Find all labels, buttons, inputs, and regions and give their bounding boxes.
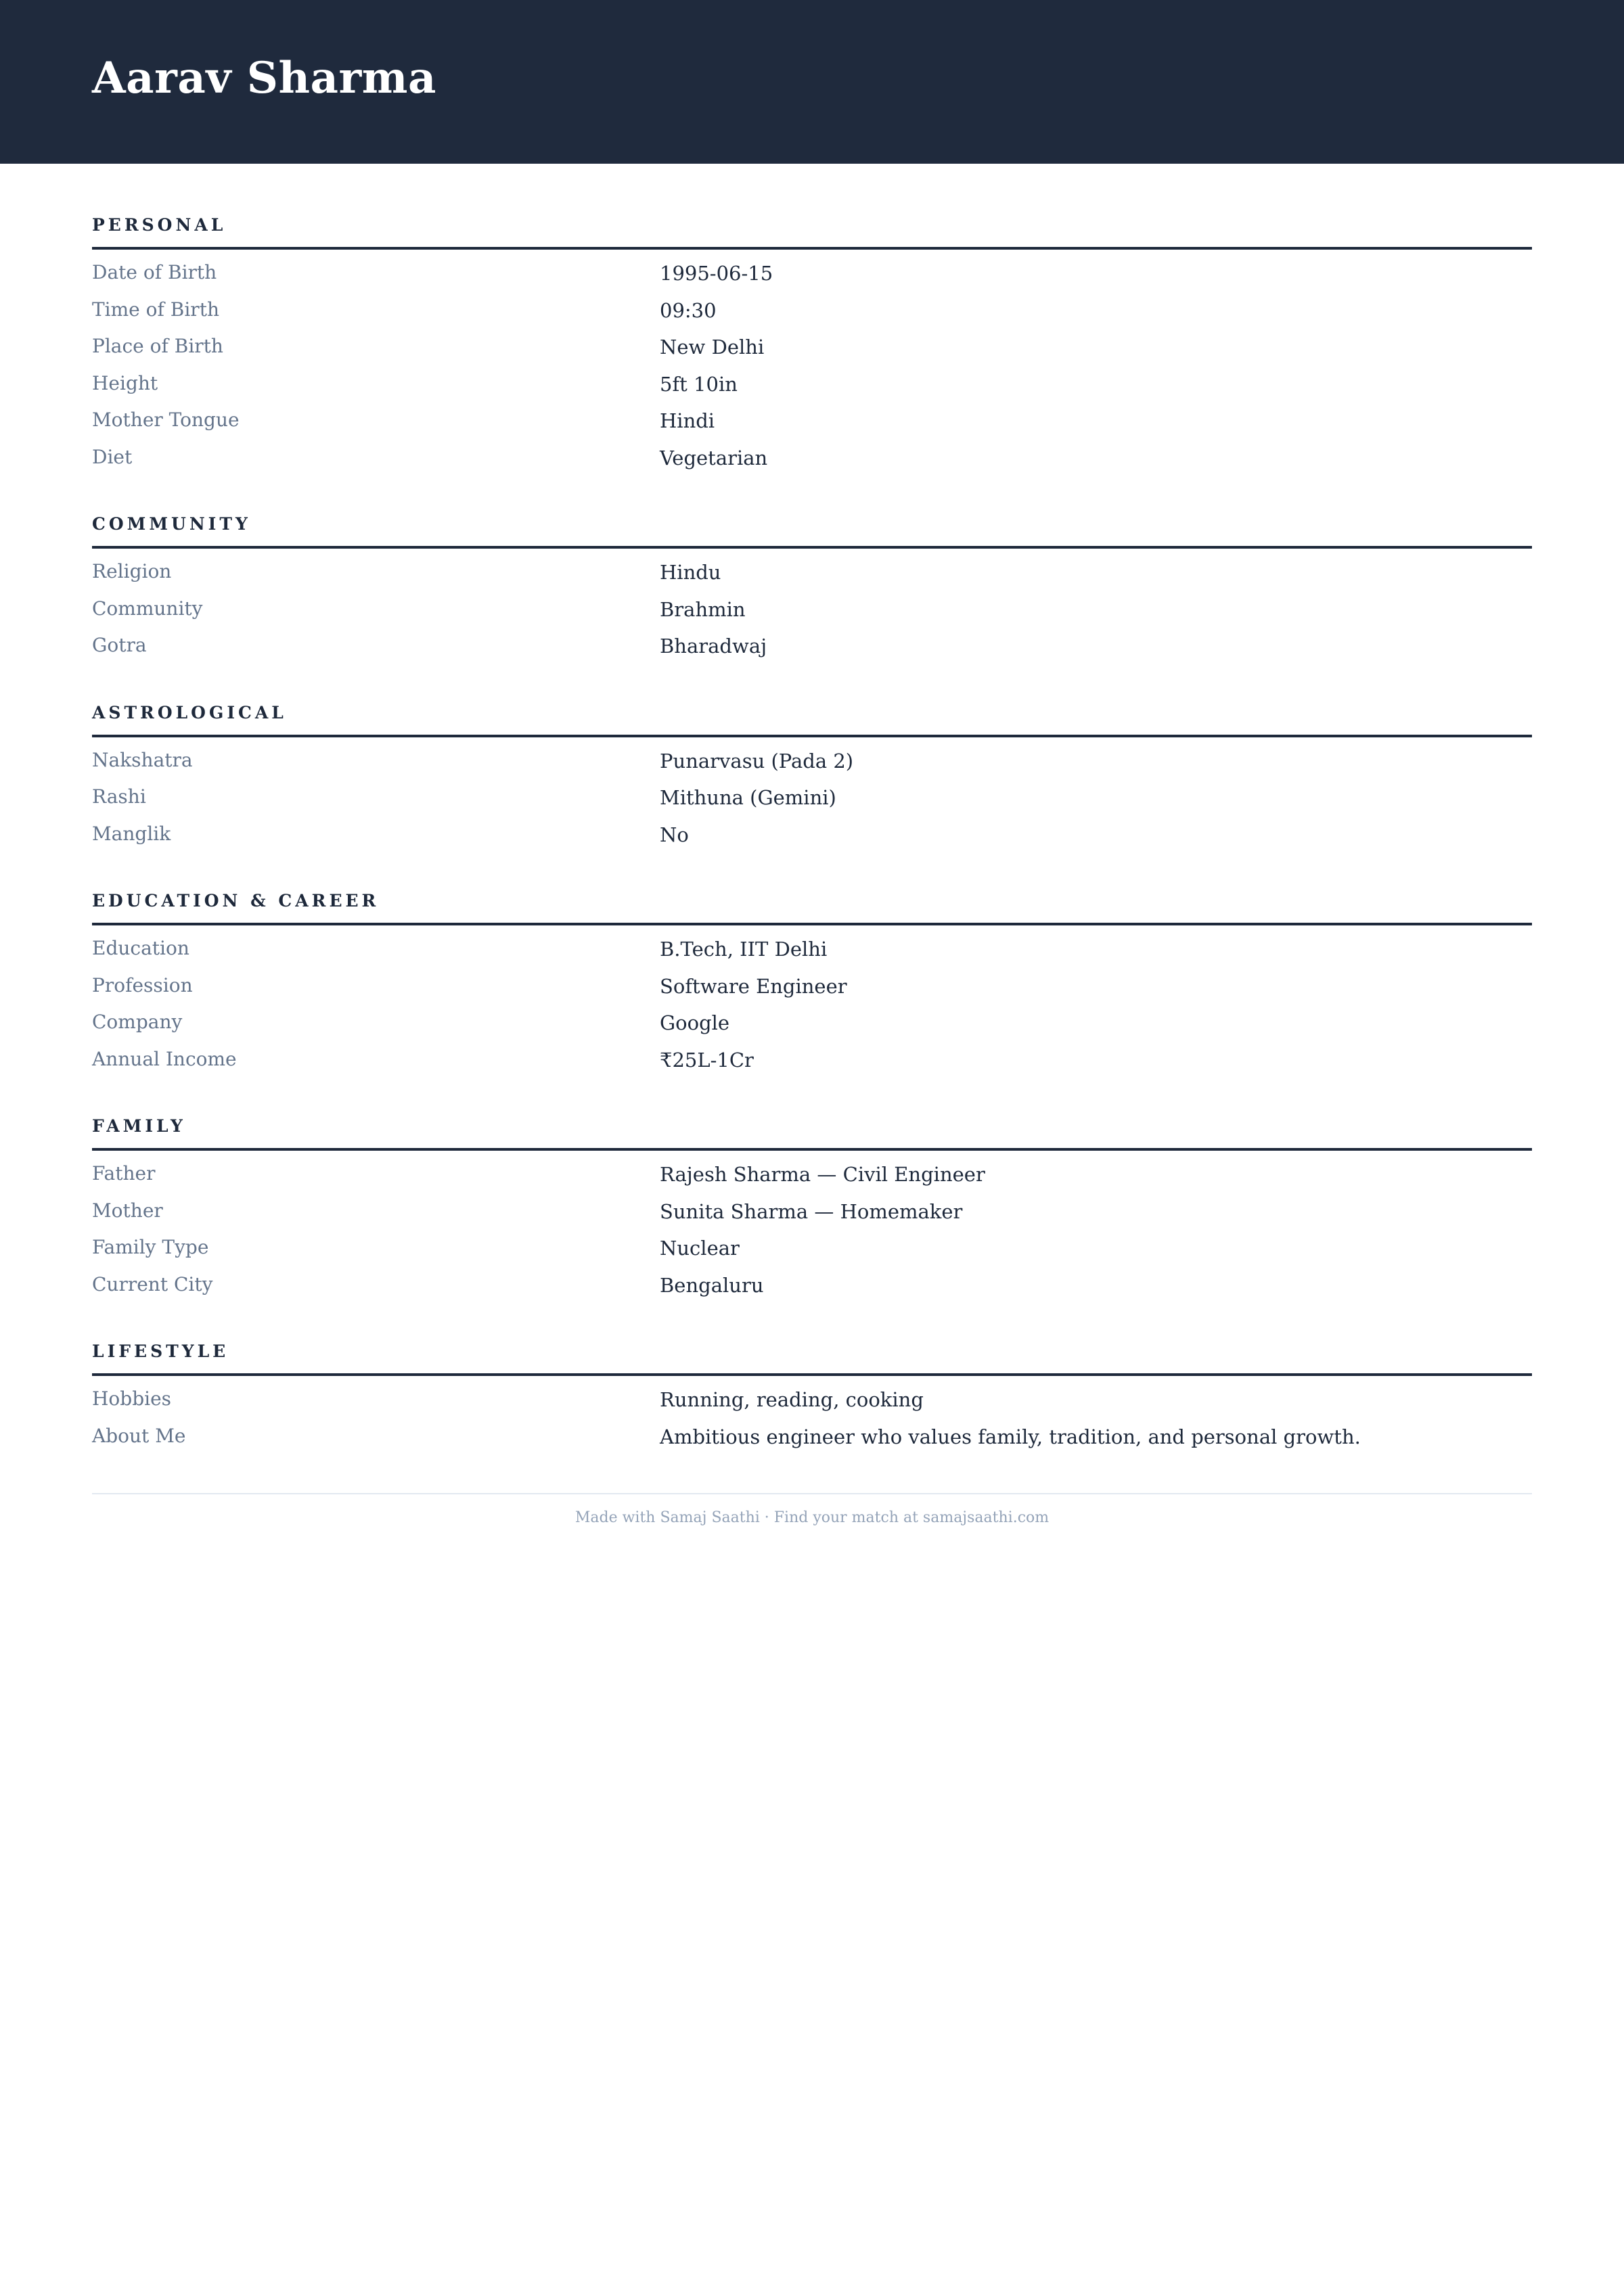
- field-list: [92, 250, 1532, 480]
- field-value: Rajesh Sharma — Civil Engineer: [660, 1163, 985, 1186]
- section-lifestyle: [92, 1341, 1532, 1459]
- field-label: Hobbies: [92, 1387, 172, 1410]
- field-label: Community: [92, 597, 203, 620]
- field-value: Bharadwaj: [660, 635, 767, 658]
- field-value: New Delhi: [660, 336, 765, 359]
- field-row: [92, 1197, 1532, 1235]
- field-value: No: [660, 823, 689, 846]
- profile-header: [0, 0, 1624, 164]
- field-value: Google: [660, 1011, 730, 1034]
- footer-note: Made with Samaj Saathi · Find your match at samajsaathi.com: [92, 1493, 1532, 1526]
- field-row: [92, 296, 1532, 334]
- field-row: [92, 1271, 1532, 1308]
- field-label: Date of Birth: [92, 261, 217, 283]
- field-value: Hindi: [660, 409, 715, 432]
- field-row: [92, 407, 1532, 444]
- section-community: [92, 514, 1532, 669]
- field-label: Gotra: [92, 634, 147, 656]
- field-value: 09:30: [660, 298, 717, 322]
- field-row: [92, 972, 1532, 1009]
- field-row: [92, 747, 1532, 784]
- field-row: [92, 1046, 1532, 1083]
- field-row: [92, 632, 1532, 669]
- profile-name: Aarav Sharma: [92, 53, 436, 104]
- field-row: [92, 333, 1532, 370]
- field-value: ₹25L-1Cr: [660, 1048, 754, 1072]
- field-label: Education: [92, 937, 189, 959]
- field-row: [92, 259, 1532, 296]
- field-label: Nakshatra: [92, 748, 193, 771]
- field-row: [92, 1234, 1532, 1271]
- field-label: Religion: [92, 560, 172, 582]
- field-label: Current City: [92, 1272, 213, 1295]
- section-personal: [92, 215, 1532, 480]
- section-title: COMMUNITY: [92, 514, 1532, 549]
- field-row: [92, 1423, 1532, 1460]
- field-label: Diet: [92, 445, 133, 468]
- section-education-career: [92, 891, 1532, 1082]
- field-label: Father: [92, 1162, 156, 1185]
- field-label: About Me: [92, 1424, 186, 1447]
- field-label: Profession: [92, 973, 193, 996]
- field-value: Punarvasu (Pada 2): [660, 749, 854, 773]
- field-label: Mother: [92, 1199, 163, 1222]
- field-label: Manglik: [92, 822, 171, 845]
- field-row: [92, 1009, 1532, 1046]
- section-astrological: [92, 703, 1532, 858]
- field-label: Place of Birth: [92, 335, 223, 357]
- field-value: Hindu: [660, 561, 721, 584]
- field-value: 1995-06-15: [660, 262, 773, 285]
- field-row: [92, 821, 1532, 858]
- field-label: Annual Income: [92, 1047, 237, 1070]
- field-label: Rashi: [92, 785, 146, 808]
- field-label: Family Type: [92, 1236, 209, 1258]
- field-label: Height: [92, 371, 158, 394]
- field-value: B.Tech, IIT Delhi: [660, 938, 828, 961]
- field-row: [92, 1385, 1532, 1423]
- field-value: Bengaluru: [660, 1273, 764, 1297]
- field-label: Time of Birth: [92, 298, 219, 321]
- field-value: 5ft 10in: [660, 372, 738, 396]
- field-label: Company: [92, 1011, 183, 1033]
- field-value: Mithuna (Gemini): [660, 786, 836, 809]
- field-list: [92, 925, 1532, 1082]
- section-title: ASTROLOGICAL: [92, 703, 1532, 737]
- field-list: [92, 737, 1532, 858]
- field-row: [92, 935, 1532, 972]
- field-value: Running, reading, cooking: [660, 1388, 924, 1411]
- field-label: Mother Tongue: [92, 409, 240, 431]
- field-value: Ambitious engineer who values family, tradition, and personal growth.: [660, 1425, 1361, 1448]
- field-value: Sunita Sharma — Homemaker: [660, 1199, 963, 1223]
- section-title: EDUCATION & CAREER: [92, 891, 1532, 925]
- field-row: [92, 783, 1532, 821]
- field-value: Brahmin: [660, 597, 746, 621]
- field-row: [92, 444, 1532, 481]
- field-list: [92, 1376, 1532, 1459]
- field-row: [92, 558, 1532, 595]
- field-value: Vegetarian: [660, 446, 768, 469]
- field-value: Nuclear: [660, 1237, 740, 1260]
- field-list: [92, 549, 1532, 669]
- section-family: [92, 1116, 1532, 1308]
- section-title: LIFESTYLE: [92, 1341, 1532, 1376]
- section-title: PERSONAL: [92, 215, 1532, 250]
- field-value: Software Engineer: [660, 974, 847, 998]
- field-row: [92, 1160, 1532, 1197]
- profile-content: [92, 164, 1532, 1526]
- section-title: FAMILY: [92, 1116, 1532, 1151]
- field-list: [92, 1151, 1532, 1308]
- sections-container: [92, 215, 1532, 1459]
- field-row: [92, 370, 1532, 407]
- field-row: [92, 595, 1532, 633]
